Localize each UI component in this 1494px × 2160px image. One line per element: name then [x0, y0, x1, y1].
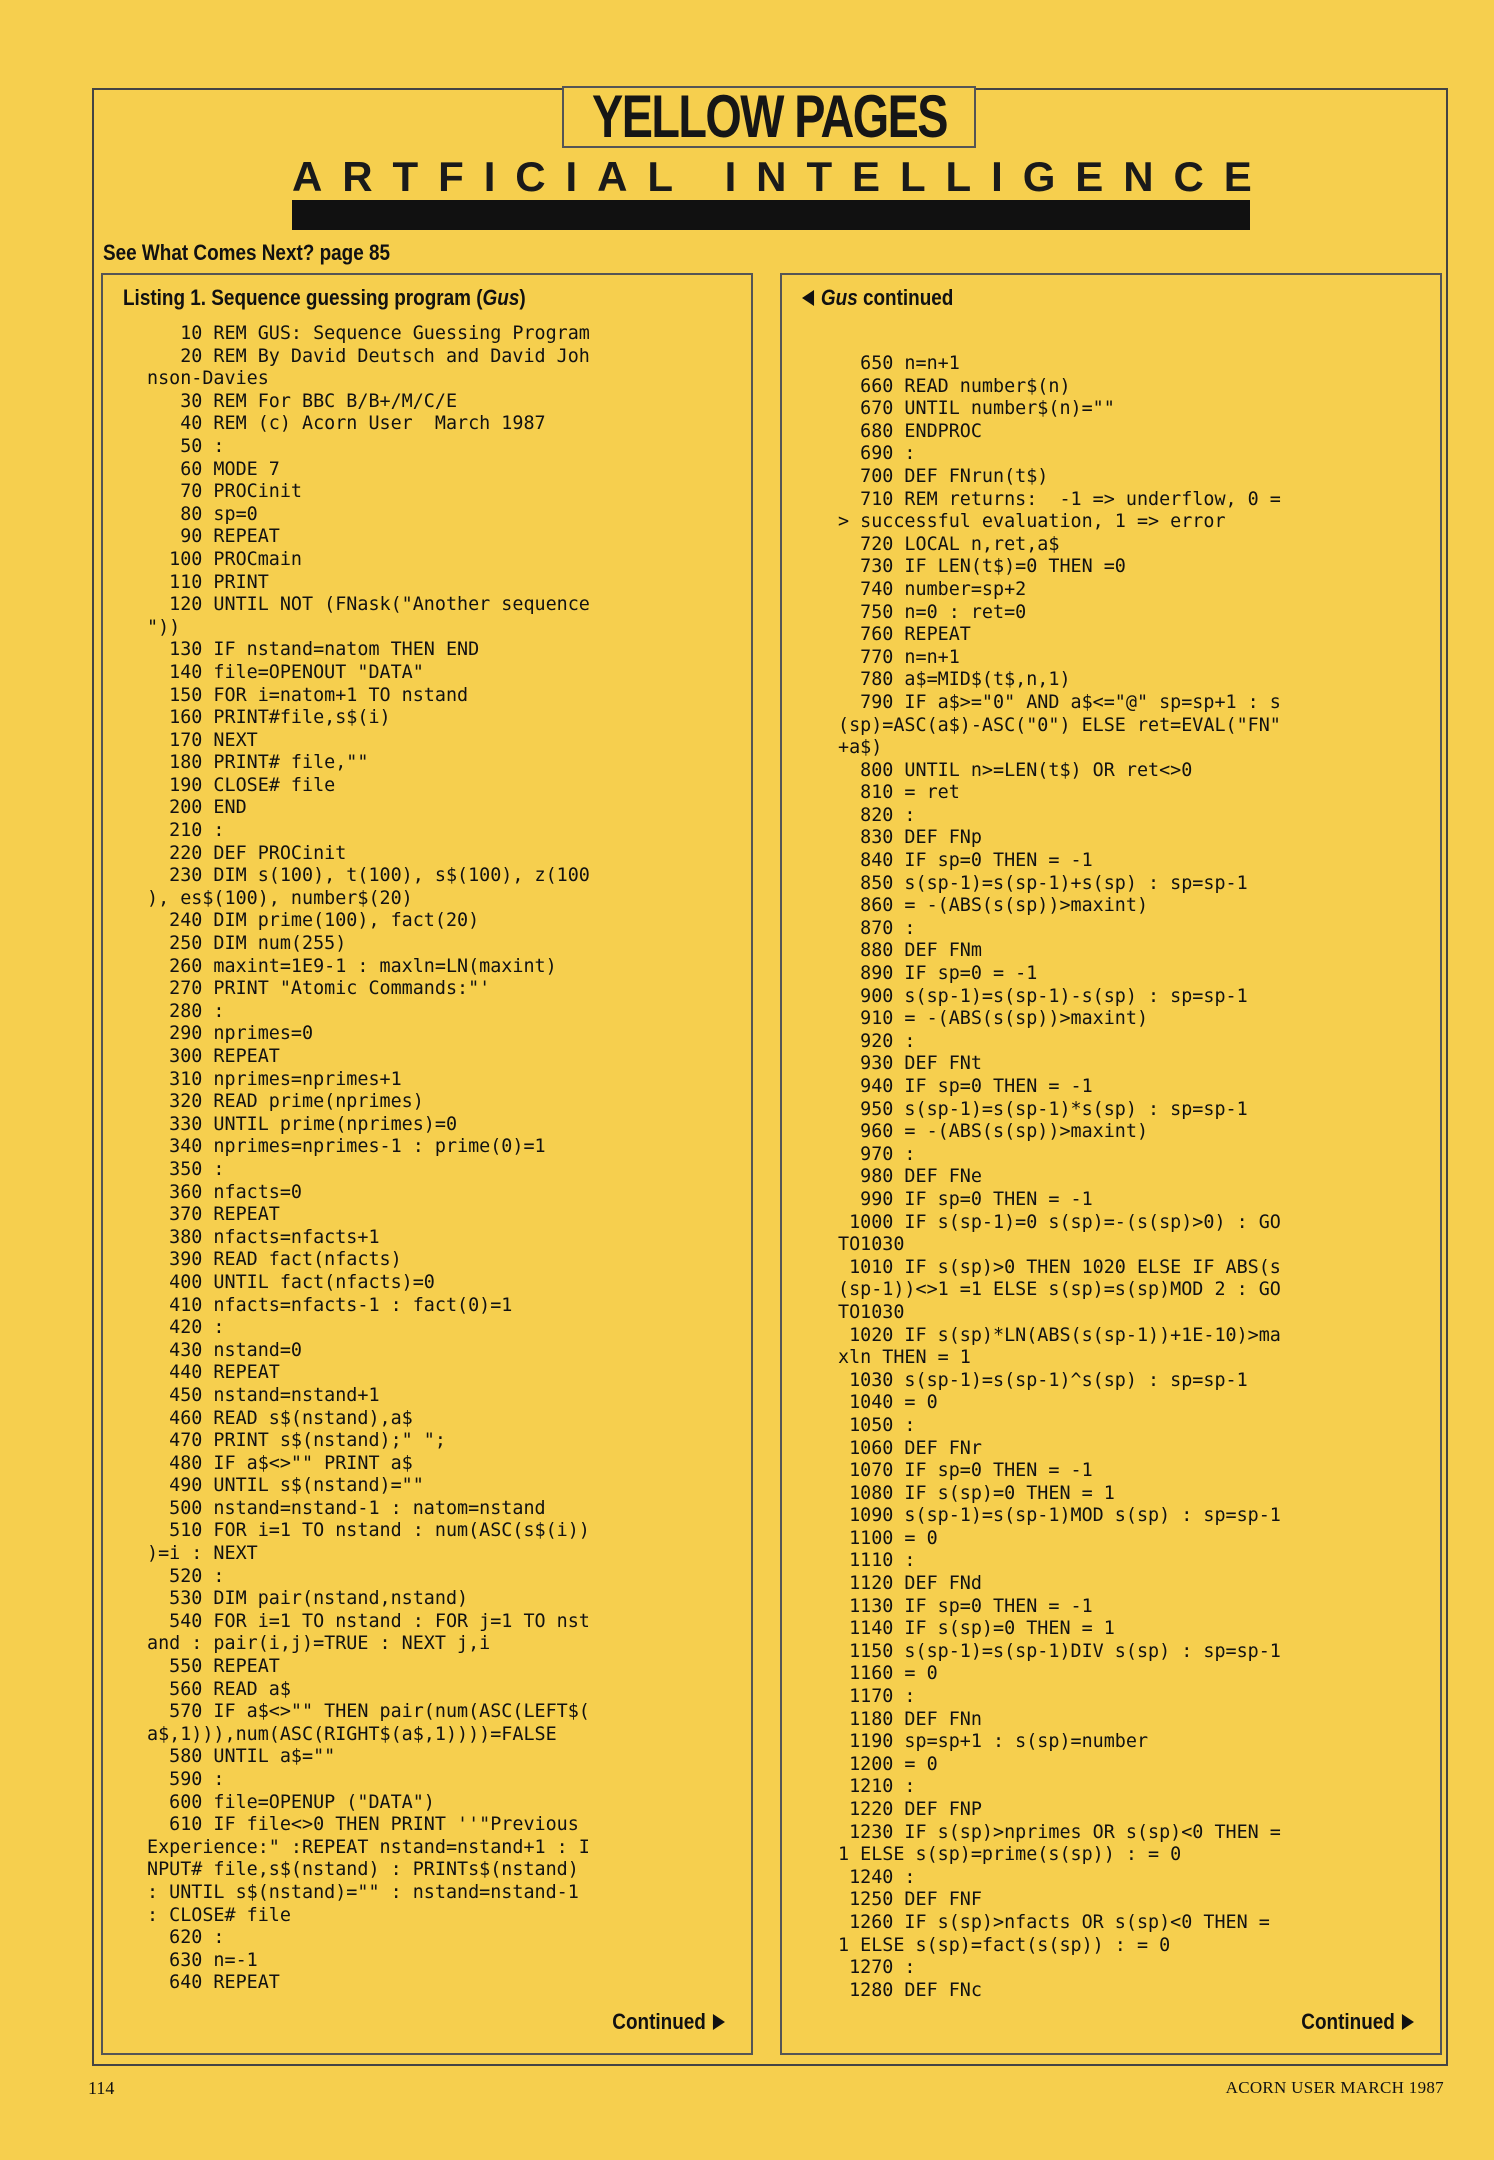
code-line: )=i : NEXT [147, 1543, 258, 1565]
code-line: 700 DEF FNrun(t$) [838, 465, 1049, 487]
code-line: 1280 DEF FNc [838, 1979, 982, 2001]
section-title-letter: I [565, 153, 578, 200]
continued-text: Continued [612, 2009, 707, 2034]
code-line: 310 nprimes=nprimes+1 [147, 1068, 402, 1090]
code-line: 980 DEF FNe [838, 1166, 982, 1188]
arrow-left-icon [802, 290, 814, 306]
listing-title [123, 285, 526, 311]
code-line: 210 : [147, 820, 225, 842]
section-title-letter: T [392, 153, 419, 200]
code-line: 300 REPEAT [147, 1046, 280, 1067]
section-title-letter: A [292, 153, 323, 200]
code-line: 250 DIM num(255) [147, 933, 347, 955]
code-line: 220 DEF PROCinit [147, 842, 347, 864]
code-line: 800 UNTIL n>=LEN(t$) OR ret<>0 [838, 759, 1193, 781]
code-line: 160 PRINT#file,s$(i) [147, 707, 391, 729]
code-line: 290 nprimes=0 [147, 1023, 314, 1045]
code-line: 1230 IF s(sp)>nprimes OR s(sp)<0 THEN = [838, 1821, 1281, 1843]
section-title-letter: L [945, 153, 972, 200]
code-line: > successful evaluation, 1 => error [838, 511, 1226, 533]
code-line: 500 nstand=nstand-1 : natom=nstand [147, 1497, 546, 1519]
code-line: 1220 DEF FNP [838, 1799, 982, 1820]
code-line: ")) [147, 616, 181, 638]
listing-panel-left [101, 273, 753, 2055]
code-line: 60 MODE 7 [147, 458, 280, 480]
section-title-letter: I [483, 153, 496, 200]
code-line: 1060 DEF FNr [838, 1437, 982, 1459]
section-title-letter: E [852, 153, 881, 200]
section-title-letter: T [806, 153, 833, 200]
code-line: 760 REPEAT [838, 624, 971, 646]
code-line: 110 PRINT [147, 571, 269, 593]
article-reference: See What Comes Next? page 85 [103, 240, 391, 265]
continued-label-left [613, 2009, 725, 2035]
code-line: 850 s(sp-1)=s(sp-1)+s(sp) : sp=sp-1 [838, 872, 1248, 894]
code-line: 870 : [838, 917, 916, 939]
code-line: 640 REPEAT [147, 1972, 280, 1994]
code-line: 660 READ number$(n) [838, 375, 1071, 397]
code-line: 650 n=n+1 [838, 353, 960, 374]
code-line: 1130 IF sp=0 THEN = -1 [838, 1595, 1093, 1617]
code-line: 410 nfacts=nfacts-1 : fact(0)=1 [147, 1294, 513, 1316]
code-line: 450 nstand=nstand+1 [147, 1384, 380, 1406]
code-line: 1260 IF s(sp)>nfacts OR s(sp)<0 THEN = [838, 1911, 1270, 1933]
arrow-right-icon [713, 2014, 725, 2030]
code-line: 30 REM For BBC B/B+/M/C/E [147, 390, 458, 412]
section-title-letter: L [899, 153, 926, 200]
code-line: 990 IF sp=0 THEN = -1 [838, 1188, 1093, 1210]
section-title-letter [693, 153, 705, 201]
code-line: TO1030 [838, 1234, 905, 1256]
code-line: 20 REM By David Deutsch and David Joh [147, 345, 590, 367]
masthead [562, 83, 976, 150]
code-listing-right [838, 353, 1281, 2002]
code-line: 770 n=n+1 [838, 646, 960, 668]
code-line: 360 nfacts=0 [147, 1181, 303, 1203]
code-line: (sp)=ASC(a$)-ASC("0") ELSE ret=EVAL("FN" [838, 714, 1281, 736]
code-line: 880 DEF FNm [838, 940, 982, 962]
section-title-letter: N [1123, 153, 1154, 200]
code-line: 580 UNTIL a$="" [147, 1746, 336, 1768]
code-line: 810 = ret [838, 782, 960, 804]
code-line: 820 : [838, 804, 916, 826]
code-line: 610 IF file<>0 THEN PRINT ''"Previous [147, 1814, 579, 1836]
code-line: 780 a$=MID$(t$,n,1) [838, 669, 1071, 691]
code-line: 1030 s(sp-1)=s(sp-1)^s(sp) : sp=sp-1 [838, 1369, 1248, 1391]
code-line: 750 n=0 : ret=0 [838, 601, 1027, 623]
code-line: 720 LOCAL n,ret,a$ [838, 533, 1060, 555]
code-line: 400 UNTIL fact(nfacts)=0 [147, 1271, 435, 1293]
continued-program-name: Gus [820, 285, 858, 310]
code-line: 490 UNTIL s$(nstand)="" [147, 1475, 424, 1497]
code-line: ), es$(100), number$(20) [147, 887, 413, 909]
section-bar [292, 200, 1250, 230]
code-line: 730 IF LEN(t$)=0 THEN =0 [838, 556, 1126, 578]
code-line: 1270 : [838, 1957, 916, 1979]
code-line: 190 CLOSE# file [147, 774, 336, 796]
code-line: 330 UNTIL prime(nprimes)=0 [147, 1113, 458, 1135]
code-line: 1070 IF sp=0 THEN = -1 [838, 1460, 1093, 1482]
code-line: 1240 : [838, 1866, 916, 1888]
code-line: NPUT# file,s$(nstand) : PRINTs$(nstand) [147, 1859, 579, 1881]
code-line: 1110 : [838, 1550, 916, 1572]
code-line: 260 maxint=1E9-1 : maxln=LN(maxint) [147, 955, 557, 977]
code-line: 1170 : [838, 1686, 916, 1708]
code-line: 1000 IF s(sp-1)=0 s(sp)=-(s(sp)>0) : GO [838, 1211, 1281, 1233]
code-line: 550 REPEAT [147, 1656, 280, 1678]
code-line: 1010 IF s(sp)>0 THEN 1020 ELSE IF ABS(s [838, 1256, 1281, 1278]
code-line: nson-Davies [147, 368, 269, 390]
code-line: Experience:" :REPEAT nstand=nstand+1 : I [147, 1836, 590, 1858]
code-line: 1250 DEF FNF [838, 1889, 982, 1911]
code-line: 520 : [147, 1565, 225, 1587]
continued-text: Continued [1301, 2009, 1396, 2034]
code-line: 540 FOR i=1 TO nstand : FOR j=1 TO nst [147, 1610, 590, 1632]
code-line: 390 READ fact(nfacts) [147, 1249, 402, 1271]
section-title-letter: L [647, 153, 674, 200]
code-line: 1190 sp=sp+1 : s(sp)=number [838, 1731, 1149, 1753]
section-title-letter: N [756, 153, 787, 200]
code-line: TO1030 [838, 1301, 905, 1323]
code-line: +a$) [838, 737, 883, 759]
code-line: 570 IF a$<>"" THEN pair(num(ASC(LEFT$( [147, 1701, 590, 1723]
code-line: xln THEN = 1 [838, 1347, 971, 1369]
code-line: 90 REPEAT [147, 526, 280, 548]
code-line: 510 FOR i=1 TO nstand : num(ASC(s$(i)) [147, 1520, 590, 1542]
code-line: 950 s(sp-1)=s(sp-1)*s(sp) : sp=sp-1 [838, 1098, 1248, 1120]
code-line: 70 PROCinit [147, 481, 303, 503]
code-line: 230 DIM s(100), t(100), s$(100), z(100 [147, 865, 590, 887]
code-line: 10 REM GUS: Sequence Guessing Program [147, 323, 590, 344]
continued-label-right [1302, 2009, 1414, 2035]
continued-title-suffix: continued [857, 285, 954, 310]
code-line: 890 IF sp=0 = -1 [838, 963, 1038, 985]
section-title-letter: E [1075, 153, 1104, 200]
section-title-letter: F [438, 153, 464, 200]
code-line: (sp-1))<>1 =1 ELSE s(sp)=s(sp)MOD 2 : GO [838, 1279, 1281, 1301]
listing-title-suffix: ) [519, 285, 526, 310]
code-line: 970 : [838, 1143, 916, 1165]
code-line: 140 file=OPENOUT "DATA" [147, 661, 424, 683]
code-line: 280 : [147, 1000, 225, 1022]
code-line: 1200 = 0 [838, 1753, 938, 1775]
code-line: 1080 IF s(sp)=0 THEN = 1 [838, 1482, 1115, 1504]
code-line: 350 : [147, 1158, 225, 1180]
code-line: 100 PROCmain [147, 548, 303, 570]
listing-program-name: Gus [482, 285, 520, 310]
code-line: 920 : [838, 1030, 916, 1052]
journal-footer: ACORN USER MARCH 1987 [1225, 2078, 1444, 2097]
code-line: 1120 DEF FNd [838, 1573, 982, 1595]
code-line: 40 REM (c) Acorn User March 1987 [147, 413, 546, 435]
masthead-title: YELLOW PAGES [591, 83, 947, 150]
code-line: 630 n=-1 [147, 1949, 258, 1971]
code-line: 1020 IF s(sp)*LN(ABS(s(sp-1))+1E-10)>ma [838, 1324, 1281, 1346]
section-title-letter: E [1223, 153, 1252, 200]
listing-title-prefix: Listing 1. Sequence guessing program ( [123, 285, 483, 310]
code-line: a$,1))),num(ASC(RIGHT$(a$,1))))=FALSE [147, 1723, 557, 1745]
section-title-letter: A [597, 153, 628, 200]
section-title-letter: C [515, 153, 546, 200]
code-line: 120 UNTIL NOT (FNask("Another sequence [147, 594, 590, 616]
code-line: 1090 s(sp-1)=s(sp-1)MOD s(sp) : sp=sp-1 [838, 1505, 1281, 1527]
code-line: 960 = -(ABS(s(sp))>maxint) [838, 1121, 1149, 1143]
code-line: 430 nstand=0 [147, 1339, 303, 1361]
arrow-right-icon [1402, 2014, 1414, 2030]
code-line: 270 PRINT "Atomic Commands:"' [147, 978, 491, 1000]
code-line: 320 READ prime(nprimes) [147, 1091, 424, 1113]
code-line: 380 nfacts=nfacts+1 [147, 1226, 380, 1248]
code-line: : UNTIL s$(nstand)="" : nstand=nstand-1 [147, 1881, 579, 1903]
section-title-letter: I [724, 153, 737, 200]
section-title [292, 152, 1252, 202]
code-line: 930 DEF FNt [838, 1053, 982, 1075]
code-line: 420 : [147, 1317, 225, 1339]
code-line: 240 DIM prime(100), fact(20) [147, 910, 480, 932]
code-line: 860 = -(ABS(s(sp))>maxint) [838, 895, 1149, 917]
code-line: 620 : [147, 1927, 225, 1949]
code-line: 1210 : [838, 1776, 916, 1798]
code-line: 1 ELSE s(sp)=prime(s(sp)) : = 0 [838, 1844, 1182, 1866]
section-title-letter: R [342, 153, 373, 200]
code-line: 80 sp=0 [147, 503, 258, 525]
code-line: 440 REPEAT [147, 1362, 280, 1384]
code-line: 370 REPEAT [147, 1204, 280, 1226]
code-line: 460 READ s$(nstand),a$ [147, 1407, 413, 1429]
code-line: 480 IF a$<>"" PRINT a$ [147, 1452, 413, 1474]
code-line: 130 IF nstand=natom THEN END [147, 639, 480, 661]
continued-title [802, 285, 953, 311]
code-line: 180 PRINT# file,"" [147, 752, 369, 774]
code-line: 900 s(sp-1)=s(sp-1)-s(sp) : sp=sp-1 [838, 985, 1248, 1007]
code-line: 170 NEXT [147, 729, 258, 751]
code-line: 1140 IF s(sp)=0 THEN = 1 [838, 1618, 1115, 1640]
code-line: 790 IF a$>="0" AND a$<="@" sp=sp+1 : s [838, 691, 1281, 713]
code-line: 910 = -(ABS(s(sp))>maxint) [838, 1008, 1149, 1030]
code-line: 200 END [147, 797, 247, 819]
code-line: 1180 DEF FNn [838, 1708, 982, 1730]
code-line: 50 : [147, 435, 225, 457]
code-line: 830 DEF FNp [838, 827, 982, 849]
code-line: 560 READ a$ [147, 1678, 291, 1700]
code-line: 150 FOR i=natom+1 TO nstand [147, 684, 469, 706]
code-line: : CLOSE# file [147, 1904, 291, 1926]
code-line: 690 : [838, 443, 916, 465]
code-line: 940 IF sp=0 THEN = -1 [838, 1076, 1093, 1097]
code-line: 710 REM returns: -1 => underflow, 0 = [838, 488, 1281, 510]
code-line: 840 IF sp=0 THEN = -1 [838, 850, 1093, 872]
section-title-letter: G [1022, 153, 1056, 200]
code-line: 530 DIM pair(nstand,nstand) [147, 1588, 469, 1610]
section-title-letter: I [991, 153, 1003, 200]
page-number: 114 [88, 2078, 115, 2098]
code-line: 600 file=OPENUP ("DATA") [147, 1791, 435, 1813]
code-line: 590 : [147, 1769, 225, 1790]
code-line: 740 number=sp+2 [838, 578, 1027, 600]
code-line: and : pair(i,j)=TRUE : NEXT j,i [147, 1633, 491, 1655]
code-line: 470 PRINT s$(nstand);" "; [147, 1430, 446, 1452]
code-line: 340 nprimes=nprimes-1 : prime(0)=1 [147, 1136, 546, 1158]
code-line: 1150 s(sp-1)=s(sp-1)DIV s(sp) : sp=sp-1 [838, 1640, 1281, 1662]
code-line: 1 ELSE s(sp)=fact(s(sp)) : = 0 [838, 1934, 1171, 1956]
code-line: 1040 = 0 [838, 1392, 938, 1414]
section-title-letter: C [1173, 153, 1204, 200]
code-line: 680 ENDPROC [838, 420, 982, 442]
code-line: 670 UNTIL number$(n)="" [838, 398, 1115, 420]
code-listing-left [147, 323, 590, 1995]
code-line: 1100 = 0 [838, 1527, 938, 1549]
code-line: 1160 = 0 [838, 1663, 938, 1685]
code-line: 1050 : [838, 1414, 916, 1436]
listing-panel-right [780, 273, 1442, 2055]
